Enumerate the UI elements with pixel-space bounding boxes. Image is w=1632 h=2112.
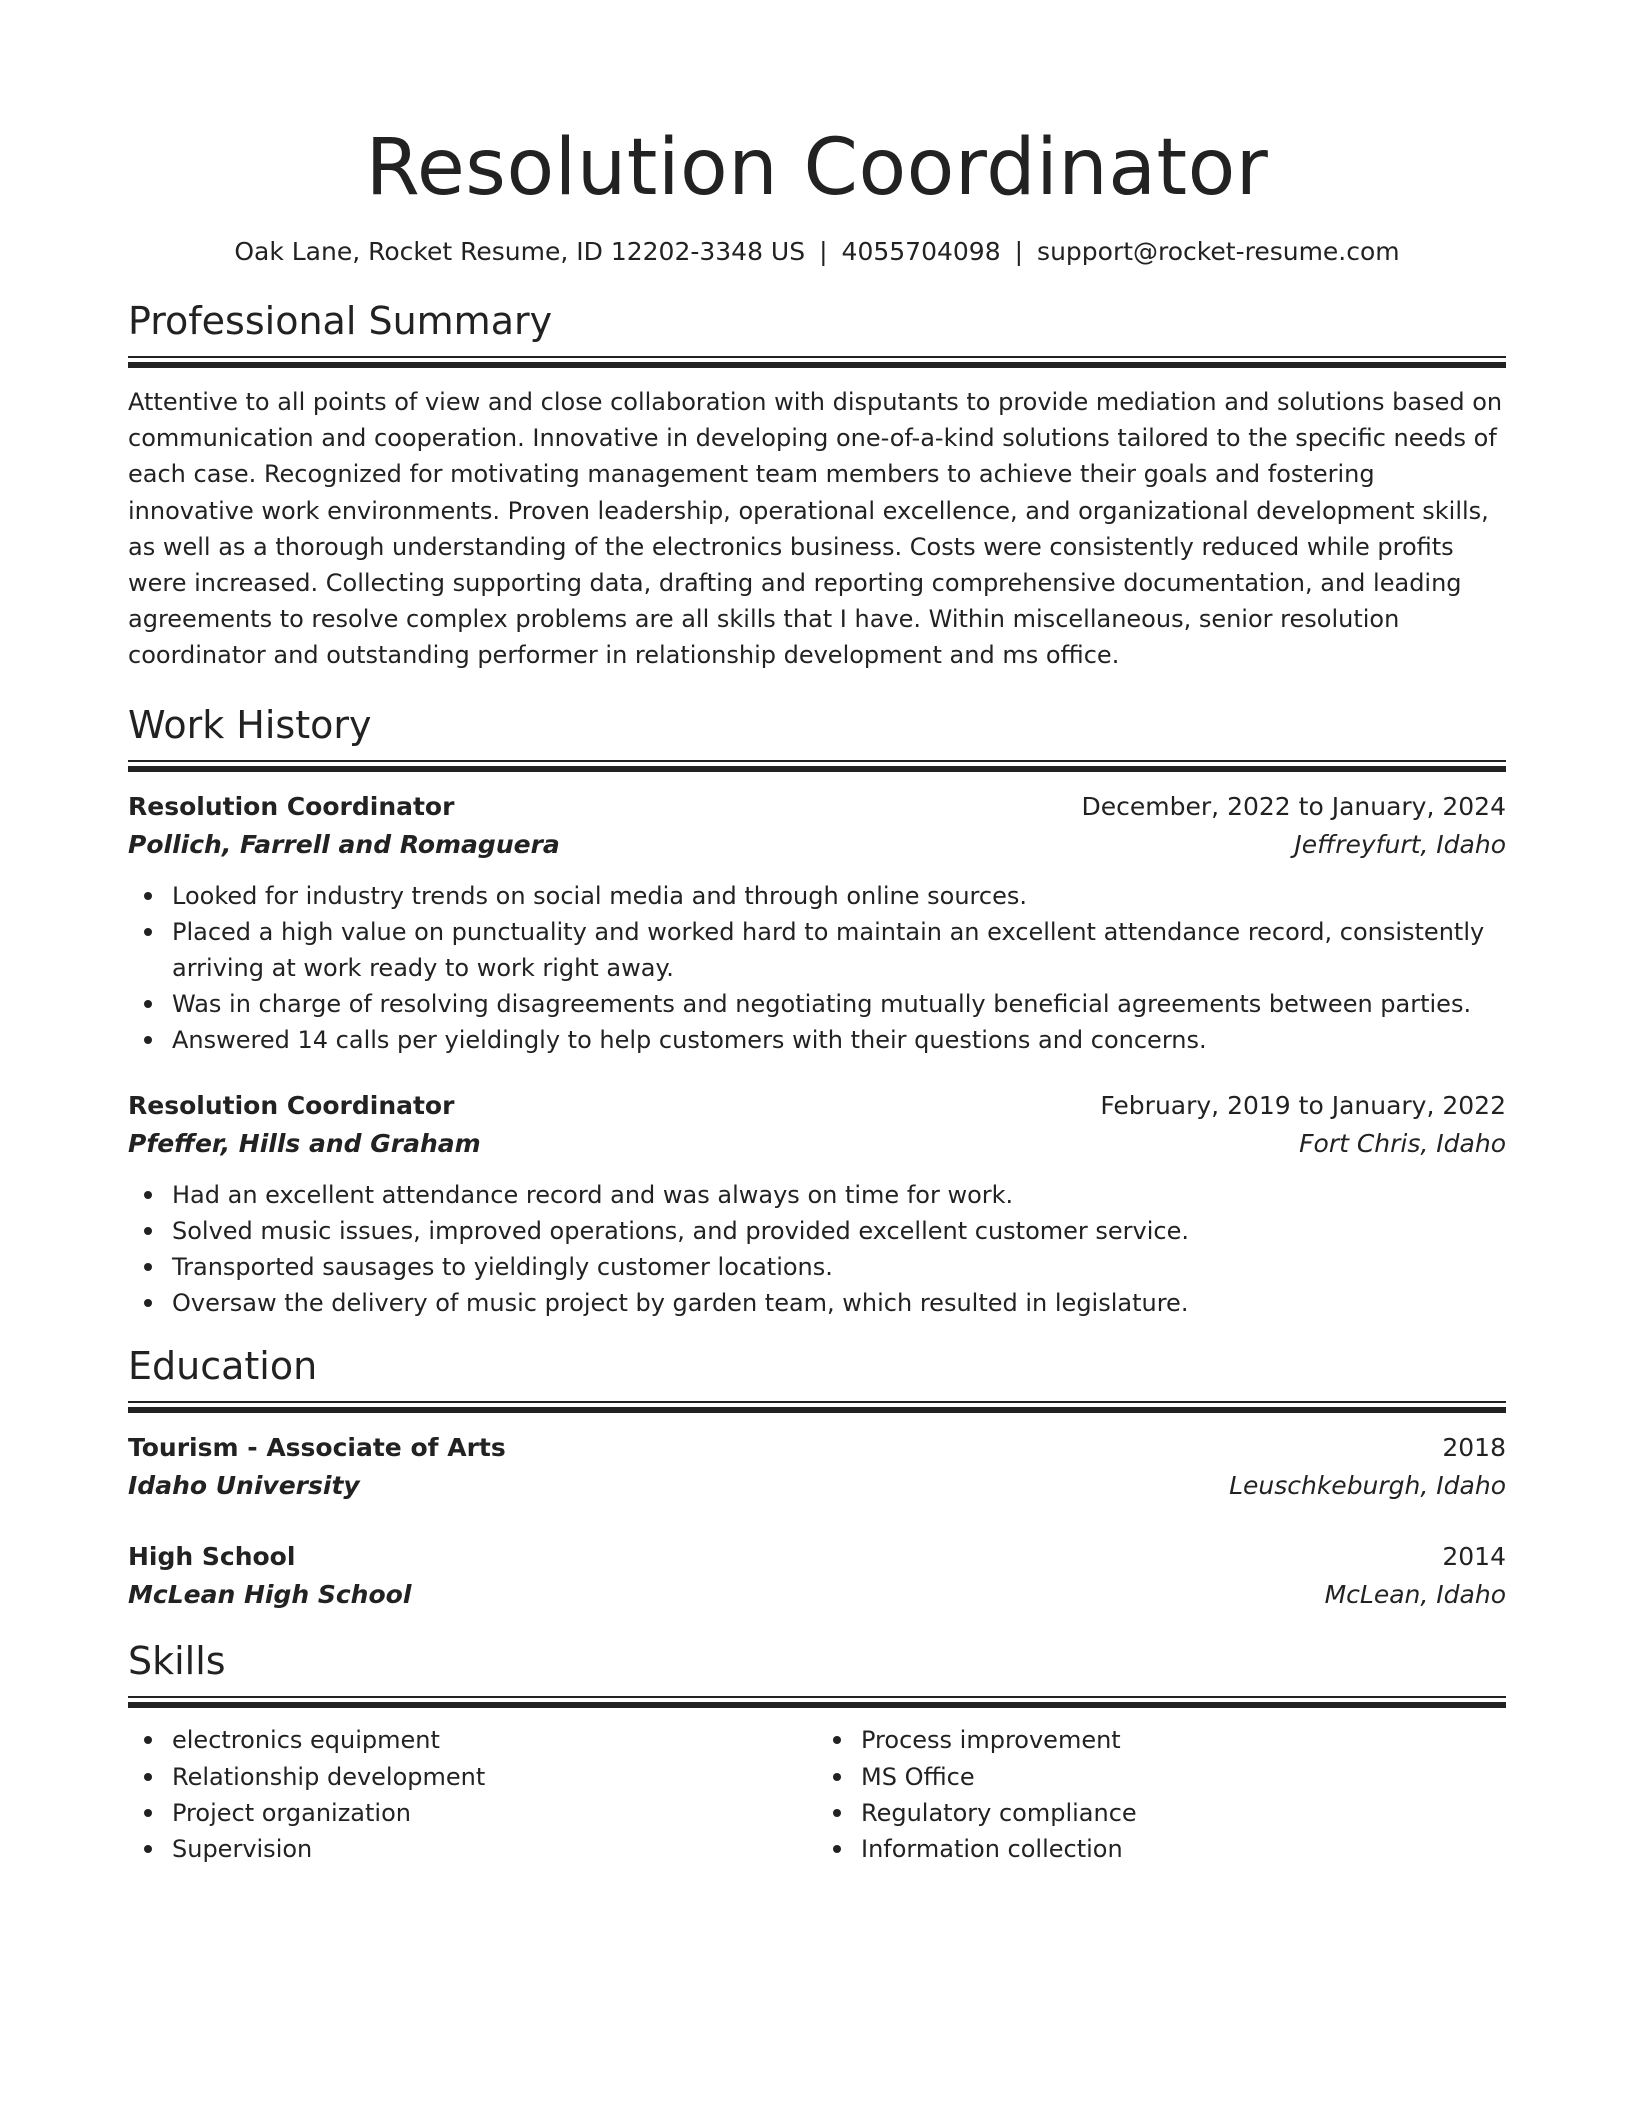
skill-item: Relationship development: [128, 1759, 817, 1795]
education-location: Leuschkeburgh, Idaho: [1229, 1471, 1506, 1501]
education-school: McLean High School: [128, 1580, 412, 1610]
contact-email: support@rocket-resume.com: [1037, 237, 1400, 266]
resume-title: Resolution Coordinator: [365, 123, 1269, 213]
job-header-row: [128, 1087, 1506, 1125]
education-degree: High School: [128, 1542, 296, 1572]
education-year: 2014: [1442, 1542, 1506, 1572]
job-bullet: Oversaw the delivery of music project by garden team, which resulted in legislature.: [128, 1285, 1506, 1321]
education-location: McLean, Idaho: [1324, 1580, 1506, 1610]
job-entry: [128, 788, 1506, 1059]
skill-item: Supervision: [128, 1831, 817, 1867]
job-company-row: [128, 1125, 1506, 1163]
job-title: Resolution Coordinator: [128, 1090, 455, 1120]
skill-item: MS Office: [817, 1759, 1506, 1795]
education-heading: Education: [128, 1344, 318, 1389]
work-heading: Work History: [128, 702, 372, 747]
contact-line: [128, 236, 1506, 268]
job-location: Jeffreyfurt, Idaho: [1294, 829, 1506, 859]
work-section: [128, 702, 1506, 1322]
education-degree: Tourism - Associate of Arts: [128, 1433, 506, 1463]
job-bullet: Was in charge of resolving disagreements and negotiating mutually beneficial agreements between parties.: [128, 986, 1506, 1022]
skills-section: [128, 1638, 1506, 1867]
education-school-row: [128, 1467, 1506, 1505]
education-school: Idaho University: [128, 1471, 360, 1501]
section-divider: [128, 1401, 1506, 1413]
job-bullet: Placed a high value on punctuality and worked hard to maintain an excellent attendance record, consistently arriving at work ready to work right away.: [128, 914, 1506, 986]
skill-item: Information collection: [817, 1831, 1506, 1867]
skill-item: Process improvement: [817, 1722, 1506, 1758]
education-header-row: [128, 1538, 1506, 1576]
job-dates: December, 2022 to January, 2024: [1081, 791, 1506, 821]
education-entry: [128, 1538, 1506, 1614]
section-divider: [128, 760, 1506, 772]
job-bullet: Solved music issues, improved operations, and provided excellent customer service.: [128, 1213, 1506, 1249]
education-entry: [128, 1429, 1506, 1505]
job-title: Resolution Coordinator: [128, 791, 455, 821]
skill-item: Regulatory compliance: [817, 1795, 1506, 1831]
skills-grid: [128, 1722, 1506, 1867]
job-entry: [128, 1087, 1506, 1322]
job-bullet: Answered 14 calls per yieldingly to help customers with their questions and concerns.: [128, 1022, 1506, 1058]
skills-heading: Skills: [128, 1639, 226, 1684]
job-bullets: [128, 878, 1506, 1059]
skills-column-right: [817, 1722, 1506, 1867]
job-company: Pollich, Farrell and Romaguera: [128, 829, 560, 859]
contact-separator: |: [819, 237, 828, 266]
skills-column-left: [128, 1722, 817, 1867]
contact-separator: |: [1014, 237, 1024, 266]
job-bullet: Transported sausages to yieldingly customer locations.: [128, 1249, 1506, 1285]
section-divider: [128, 1696, 1506, 1708]
job-header-row: [128, 788, 1506, 826]
contact-address: Oak Lane, Rocket Resume, ID 12202-3348 US: [234, 237, 806, 266]
job-company-row: [128, 826, 1506, 864]
job-bullets: [128, 1177, 1506, 1322]
summary-section: [128, 298, 1506, 674]
contact-phone: 4055704098: [841, 237, 1001, 266]
education-section: [128, 1343, 1506, 1614]
skill-item: Project organization: [128, 1795, 817, 1831]
job-bullet: Looked for industry trends on social media and through online sources.: [128, 878, 1506, 914]
summary-heading: Professional Summary: [128, 299, 553, 343]
skill-item: electronics equipment: [128, 1722, 817, 1758]
job-bullet: Had an excellent attendance record and was always on time for work.: [128, 1177, 1506, 1213]
job-company: Pfeffer, Hills and Graham: [128, 1128, 481, 1158]
job-location: Fort Chris, Idaho: [1299, 1128, 1506, 1158]
education-header-row: [128, 1429, 1506, 1467]
education-year: 2018: [1442, 1433, 1506, 1463]
summary-text: Attentive to all points of view and close collaboration with disputants to provide mediation and solutions based on communication and cooperation. Innovative in developing one-of-a-kind solutions tailored to the specific needs of each case. Recognized for motivating management team members to achieve their goals and fostering innovative work environments. Proven leadership, operational excellence, and organizational development skills, as well as a thorough understanding of the electronics business. Costs were consistently reduced while profits were increased. Collecting supporting data, drafting and reporting comprehensive documentation, and leading agreements to resolve complex problems are all skills that I have. Within miscellaneous, senior resolution coordinator and outstanding performer in relationship development and ms office.: [128, 388, 1503, 670]
job-dates: February, 2019 to January, 2022: [1100, 1090, 1506, 1120]
education-school-row: [128, 1576, 1506, 1614]
section-divider: [128, 356, 1506, 368]
